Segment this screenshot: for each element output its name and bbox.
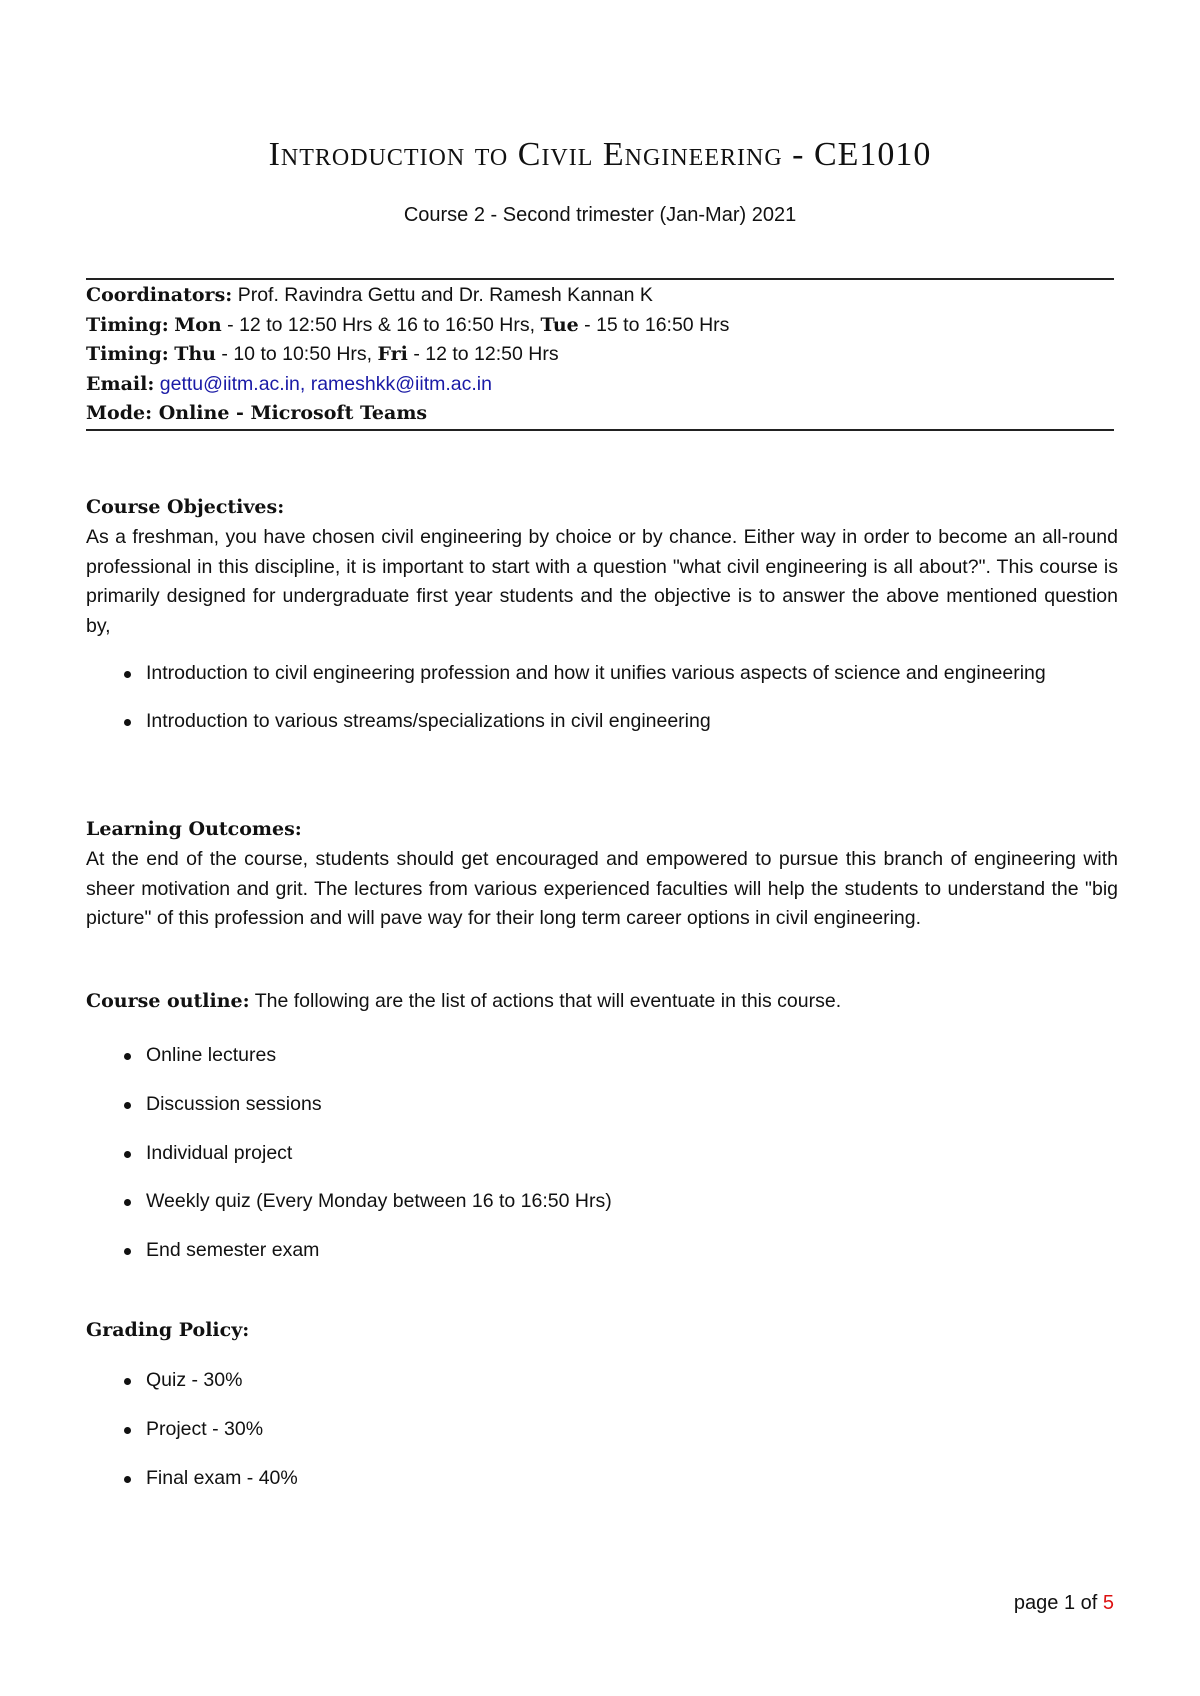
- timing-day: Mon: [174, 313, 222, 336]
- mode-label: Mode: Online - Microsoft Teams: [86, 402, 428, 425]
- list-item: Weekly quiz (Every Monday between 16 to 16:50 Hrs): [86, 1187, 1118, 1217]
- top-rule: [86, 278, 1114, 280]
- objectives-text: As a freshman, you have chosen civil engineering by choice or by chance. Either way in order to become an all-round professional in this discipline, it is important to start with a question "what civil engineering is all about?". This course is primarily designed for undergraduate first year students and the objective is to answer the above mentioned question by,: [86, 525, 1118, 638]
- outcomes-heading: Learning Outcomes:: [86, 818, 302, 840]
- mode-line: [86, 399, 1116, 429]
- bullet-icon: [124, 1248, 131, 1255]
- email-links[interactable]: gettu@iitm.ac.in, rameshkk@iitm.ac.in: [159, 372, 492, 395]
- timing-label: Timing:: [86, 313, 169, 336]
- outcomes-section: [86, 815, 1118, 934]
- bullet-icon: [124, 1053, 131, 1060]
- coordinators-label: Coordinators:: [86, 284, 233, 306]
- timing-day: Thu: [174, 343, 216, 366]
- timing-line-2: [86, 340, 1116, 370]
- list-item: Online lectures: [86, 1041, 1118, 1071]
- outline-section: [86, 987, 1118, 1017]
- page-subtitle: Course 2 - Second trimester (Jan-Mar) 2021: [403, 204, 797, 226]
- page-number: [1014, 1592, 1114, 1615]
- outline-heading: Course outline:: [86, 990, 250, 1012]
- timing-text: - 12 to 12:50 Hrs & 16 to 16:50 Hrs,: [227, 313, 536, 336]
- bullet-icon: [124, 1199, 131, 1206]
- list-item: Quiz - 30%: [86, 1366, 1118, 1396]
- bullet-icon: [124, 1476, 131, 1483]
- list-item: Discussion sessions: [86, 1090, 1118, 1120]
- bullet-icon: [124, 671, 131, 678]
- page-number-prefix: page 1 of: [1013, 1592, 1098, 1614]
- course-info-block: [86, 281, 1116, 429]
- total-pages-link[interactable]: 5: [1102, 1592, 1114, 1614]
- bullet-icon: [124, 1427, 131, 1434]
- coordinators-line: [86, 281, 1116, 311]
- list-item: Final exam - 40%: [86, 1464, 1118, 1494]
- list-item: Project - 30%: [86, 1415, 1118, 1445]
- outcomes-text: At the end of the course, students should get encouraged and empowered to pursue this branch of engineering with sheer motivation and grit. The lectures from various experienced faculties will help the students to understand the "big picture" of this profession and will pave way for their long term career options in civil engineering.: [86, 847, 1118, 930]
- objectives-list: [86, 659, 1118, 737]
- timing-line-1: [86, 311, 1116, 341]
- coordinators-value: Prof. Ravindra Gettu and Dr. Ramesh Kannan K: [237, 284, 653, 306]
- email-line: [86, 370, 1116, 400]
- timing-text: - 12 to 12:50 Hrs: [413, 343, 559, 366]
- timing-day: Fri: [377, 343, 408, 366]
- list-item: Introduction to various streams/specializations in civil engineering: [86, 707, 1118, 737]
- outline-text: The following are the list of actions that will eventuate in this course.: [254, 990, 842, 1012]
- email-label: Email:: [86, 372, 155, 395]
- bullet-icon: [124, 1151, 131, 1158]
- grading-list: [86, 1366, 1118, 1493]
- timing-label: Timing:: [86, 343, 169, 366]
- list-item: End semester exam: [86, 1236, 1118, 1266]
- outline-list: [86, 1041, 1118, 1266]
- bullet-icon: [124, 1102, 131, 1109]
- list-item: Introduction to civil engineering profession and how it unifies various aspects of science and engineering: [86, 659, 1118, 689]
- objectives-section: [86, 493, 1118, 642]
- page-title: Introduction to Civil Engineering - CE1010: [268, 136, 932, 173]
- grading-section: [86, 1316, 1118, 1346]
- timing-text: - 15 to 16:50 Hrs: [584, 313, 730, 336]
- grading-heading: Grading Policy:: [86, 1319, 250, 1341]
- list-item: Individual project: [86, 1139, 1118, 1169]
- timing-text: - 10 to 10:50 Hrs,: [221, 343, 373, 366]
- bullet-icon: [124, 719, 131, 726]
- bullet-icon: [124, 1378, 131, 1385]
- bottom-rule: [86, 429, 1114, 431]
- objectives-heading: Course Objectives:: [86, 496, 285, 518]
- timing-day: Tue: [540, 313, 579, 336]
